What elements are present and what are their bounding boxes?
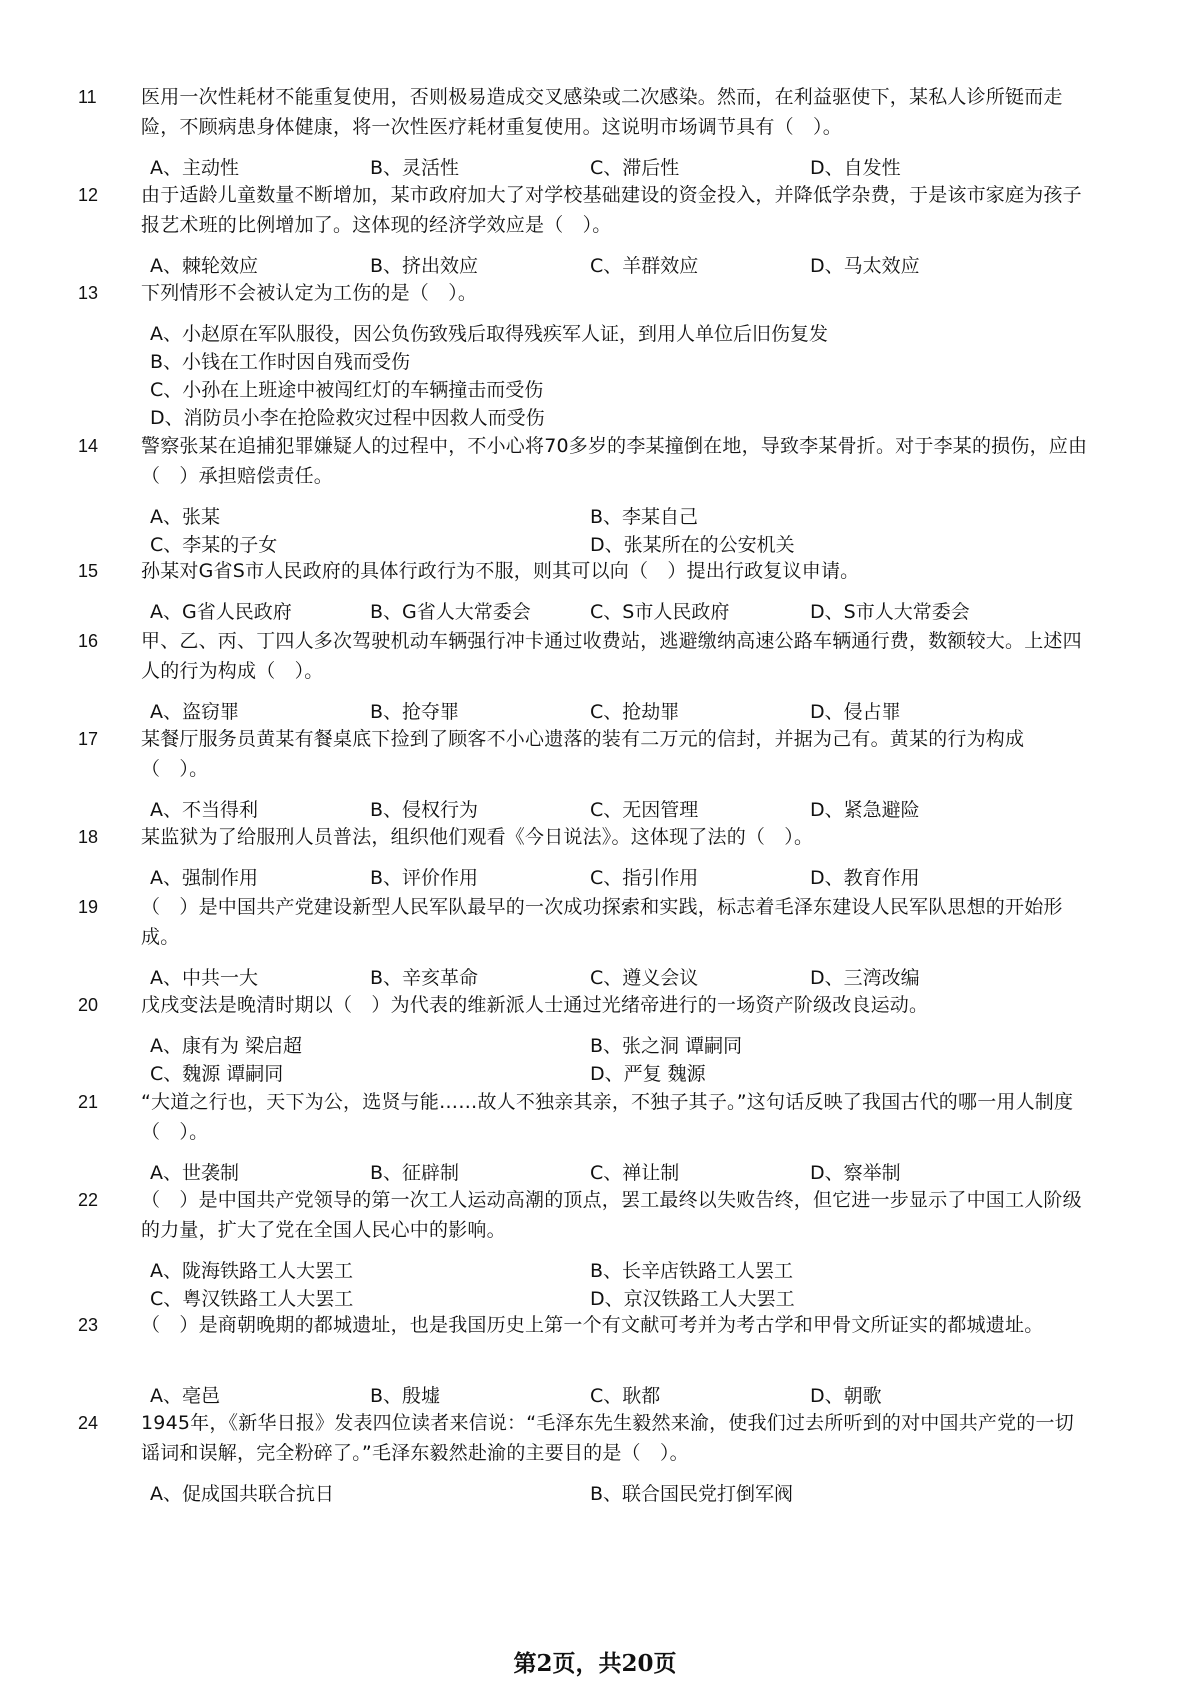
option-d[interactable]: D、张某所在的公安机关: [590, 534, 795, 556]
question-number: 18: [78, 827, 99, 847]
question-text: 由于适龄儿童数量不断增加，某市政府加大了对学校基础建设的资金投入，并降低学杂费，于是该市家庭为孩子报艺术班的比例增加了。这体现的经济学效应是（ ）。: [141, 184, 1082, 236]
question-number: 12: [78, 185, 99, 205]
question-text: 1945年，《新华日报》发表四位读者来信说：“毛泽东先生毅然来渝，使我们过去所听到的对中国共产党的一切谣词和误解，完全粉碎了。”毛泽东毅然赴渝的主要目的是（ ）。: [141, 1412, 1074, 1464]
option-c[interactable]: C、禅让制: [590, 1162, 680, 1184]
option-c[interactable]: C、耿都: [590, 1385, 661, 1407]
question-text: 警察张某在追捕犯罪嫌疑人的过程中，不小心将70多岁的李某撞倒在地，导致李某骨折。对于李某的损伤，应由（ ）承担赔偿责任。: [141, 435, 1088, 487]
question-text: （ ）是中国共产党领导的第一次工人运动高潮的顶点，罢工最终以失败告终，但它进一步显示了中国工人阶级的力量，扩大了党在全国人民心中的影响。: [141, 1189, 1082, 1241]
option-c[interactable]: C、抢劫罪: [590, 701, 680, 723]
option-d[interactable]: D、消防员小李在抢险救灾过程中因救人而受伤: [150, 407, 545, 429]
option-a[interactable]: A、中共一大: [150, 967, 258, 989]
option-c[interactable]: C、遵义会议: [590, 967, 699, 989]
option-d[interactable]: D、三湾改编: [810, 967, 920, 989]
question-number: 22: [78, 1190, 99, 1210]
option-c[interactable]: C、滞后性: [590, 157, 680, 179]
question-number: 11: [78, 87, 97, 107]
question-text: “大道之行也，天下为公，选贤与能……故人不独亲其亲，不独子其子。”这句话反映了我国古代的哪一用人制度（ ）。: [141, 1091, 1074, 1143]
question-text: 医用一次性耗材不能重复使用，否则极易造成交叉感染或二次感染。然而，在利益驱使下，某私人诊所铤而走险，不顾病患身体健康，将一次性医疗耗材重复使用。这说明市场调节具有（ ）。: [141, 86, 1063, 138]
option-a[interactable]: A、世袭制: [150, 1162, 239, 1184]
option-a[interactable]: A、强制作用: [150, 867, 258, 889]
question-number: 16: [78, 631, 99, 651]
option-a[interactable]: A、小赵原在军队服役，因公负伤致残后取得残疾军人证，到用人单位后旧伤复发: [150, 323, 828, 345]
option-a[interactable]: A、主动性: [150, 157, 239, 179]
option-b[interactable]: B、殷墟: [370, 1385, 441, 1407]
question-text: 甲、乙、丙、丁四人多次驾驶机动车辆强行冲卡通过收费站，逃避缴纳高速公路车辆通行费，数额较大。上述四人的行为构成（ ）。: [141, 630, 1082, 682]
option-b[interactable]: B、征辟制: [370, 1162, 460, 1184]
option-b[interactable]: B、挤出效应: [370, 255, 479, 277]
option-d[interactable]: D、自发性: [810, 157, 901, 179]
option-a[interactable]: A、不当得利: [150, 799, 258, 821]
option-c[interactable]: C、无因管理: [590, 799, 699, 821]
question-number: 19: [78, 897, 99, 917]
option-b[interactable]: B、联合国民党打倒军阀: [590, 1483, 794, 1505]
option-c[interactable]: C、羊群效应: [590, 255, 699, 277]
question-number: 21: [78, 1092, 99, 1112]
option-a[interactable]: A、G省人民政府: [150, 601, 292, 623]
question-text: 某餐厅服务员黄某有餐桌底下捡到了顾客不小心遗落的装有二万元的信封，并据为己有。黄某的行为构成（ ）。: [141, 728, 1025, 780]
page-footer: 第2页，共20页: [513, 1650, 677, 1677]
question-text: （ ）是商朝晚期的都城遗址，也是我国历史上第一个有文献可考并为考古学和甲骨文所证实的都城遗址。: [141, 1314, 1044, 1336]
question-number: 23: [78, 1315, 99, 1335]
option-b[interactable]: B、辛亥革命: [370, 967, 479, 989]
option-d[interactable]: D、朝歌: [810, 1385, 882, 1407]
option-b[interactable]: B、评价作用: [370, 867, 479, 889]
option-d[interactable]: D、京汉铁路工人大罢工: [590, 1288, 795, 1310]
option-c[interactable]: C、S市人民政府: [590, 601, 730, 623]
question-text: 某监狱为了给服刑人员普法，组织他们观看《今日说法》。这体现了法的（ ）。: [141, 826, 814, 848]
option-c[interactable]: C、李某的子女: [150, 534, 278, 556]
option-d[interactable]: D、教育作用: [810, 867, 920, 889]
option-a[interactable]: A、棘轮效应: [150, 255, 258, 277]
question-number: 13: [78, 283, 99, 303]
option-d[interactable]: D、严复 魏源: [590, 1063, 706, 1085]
option-c[interactable]: C、指引作用: [590, 867, 699, 889]
question-text: 戊戌变法是晚清时期以（ ）为代表的维新派人士通过光绪帝进行的一场资产阶级改良运动。: [141, 994, 929, 1016]
option-a[interactable]: A、康有为 梁启超: [150, 1035, 303, 1057]
question-text: 孙某对G省S市人民政府的具体行政行为不服，则其可以向（ ）提出行政复议申请。: [141, 560, 860, 582]
option-d[interactable]: D、S市人大常委会: [810, 601, 970, 623]
option-b[interactable]: B、长辛店铁路工人罢工: [590, 1260, 794, 1282]
option-a[interactable]: A、盗窃罪: [150, 701, 239, 723]
option-d[interactable]: D、紧急避险: [810, 799, 920, 821]
option-d[interactable]: D、马太效应: [810, 255, 920, 277]
option-a[interactable]: A、亳邑: [150, 1385, 220, 1407]
option-b[interactable]: B、侵权行为: [370, 799, 479, 821]
question-number: 17: [78, 729, 99, 749]
question-text: 下列情形不会被认定为工伤的是（ ）。: [141, 282, 478, 304]
question-text: （ ）是中国共产党建设新型人民军队最早的一次成功探索和实践，标志着毛泽东建设人民军队思想的开始形成。: [141, 896, 1063, 948]
option-d[interactable]: D、察举制: [810, 1162, 901, 1184]
question-number: 15: [78, 561, 99, 581]
option-c[interactable]: C、魏源 谭嗣同: [150, 1063, 284, 1085]
option-a[interactable]: A、促成国共联合抗日: [150, 1483, 334, 1505]
question-number: 14: [78, 436, 99, 456]
option-a[interactable]: A、张某: [150, 506, 220, 528]
option-c[interactable]: C、粤汉铁路工人大罢工: [150, 1288, 354, 1310]
option-b[interactable]: B、小钱在工作时因自残而受伤: [150, 351, 411, 373]
option-b[interactable]: B、抢夺罪: [370, 701, 460, 723]
option-d[interactable]: D、侵占罪: [810, 701, 901, 723]
option-a[interactable]: A、陇海铁路工人大罢工: [150, 1260, 353, 1282]
option-b[interactable]: B、G省人大常委会: [370, 601, 531, 623]
option-c[interactable]: C、小孙在上班途中被闯红灯的车辆撞击而受伤: [150, 379, 544, 401]
question-number: 20: [78, 995, 99, 1015]
option-b[interactable]: B、张之洞 谭嗣同: [590, 1035, 743, 1057]
option-b[interactable]: B、李某自己: [590, 506, 699, 528]
question-number: 24: [78, 1413, 99, 1433]
option-b[interactable]: B、灵活性: [370, 157, 460, 179]
